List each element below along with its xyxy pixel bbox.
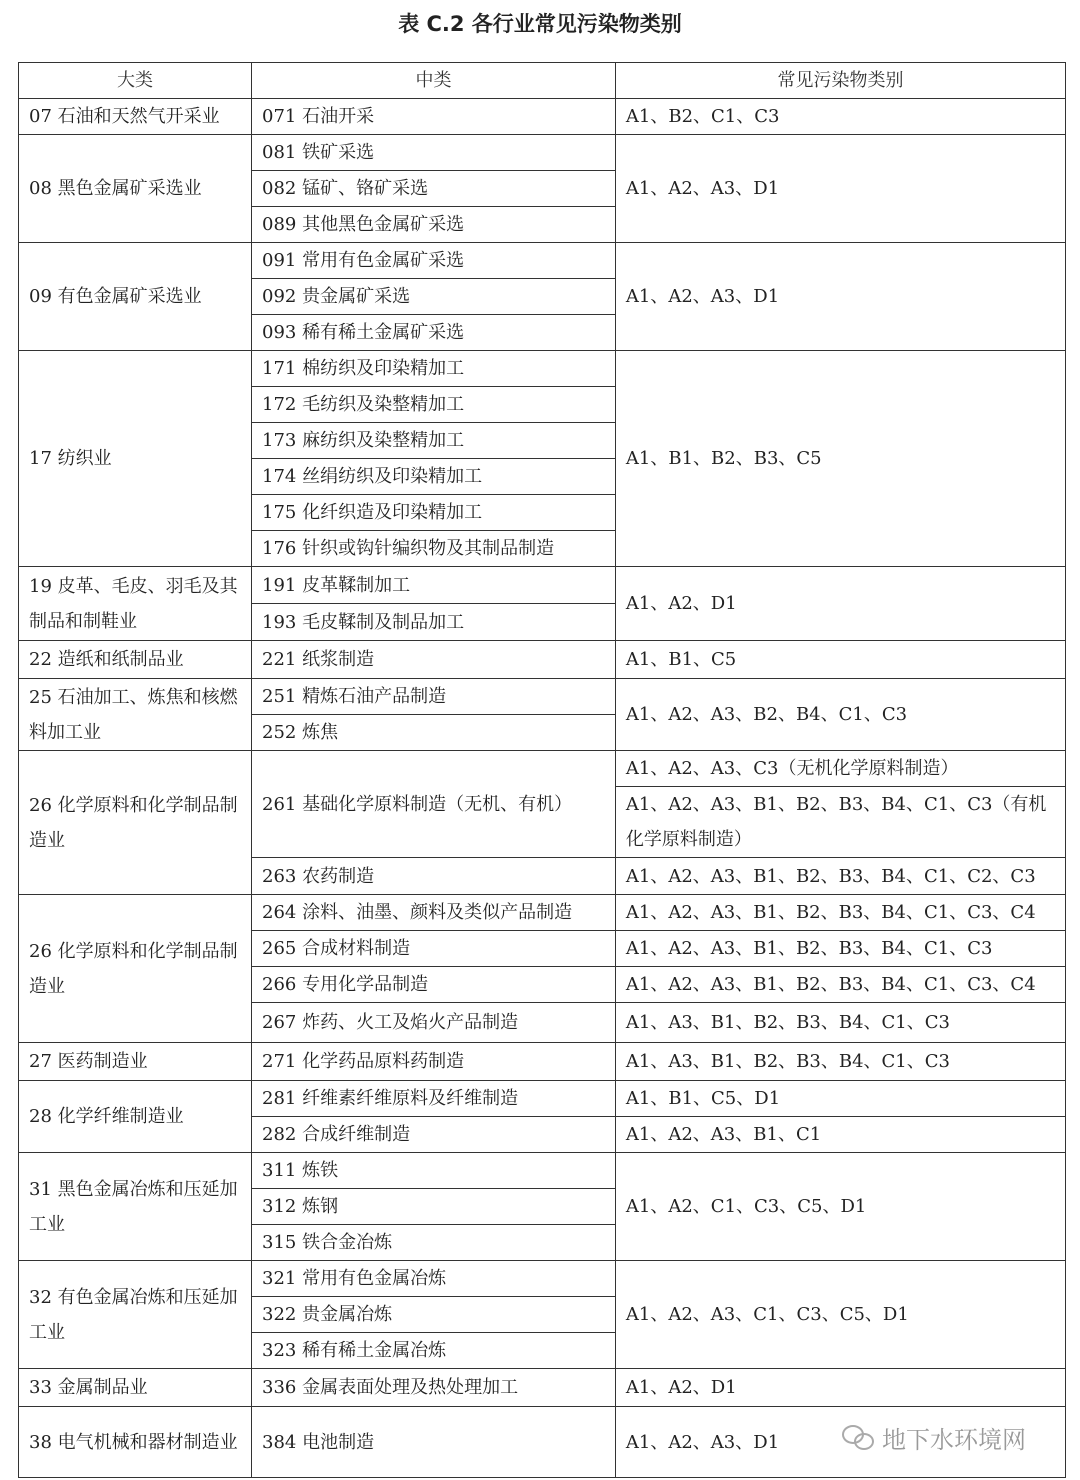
pollutant-category-cell: A1、A2、D1 [615, 1369, 1065, 1407]
middle-category-cell: 323 稀有稀土金属冶炼 [252, 1333, 616, 1369]
middle-category-cell: 321 常用有色金属冶炼 [252, 1261, 616, 1297]
header-major-category: 大类 [19, 63, 252, 99]
watermark-text: 地下水环境网 [882, 1426, 1026, 1454]
pollutant-category-cell: A1、A2、A3、B2、B4、C1、C3 [615, 679, 1065, 751]
middle-category-cell: 266 专用化学品制造 [252, 967, 616, 1003]
middle-category-cell: 193 毛皮鞣制及制品加工 [252, 604, 616, 641]
header-middle-category: 中类 [252, 63, 616, 99]
table-row [19, 679, 1066, 715]
major-category-cell: 33 金属制品业 [19, 1369, 252, 1407]
major-category-cell: 25 石油加工、炼焦和核燃料加工业 [19, 679, 252, 751]
major-category-cell: 32 有色金属冶炼和压延加工业 [19, 1261, 252, 1369]
major-category-cell: 31 黑色金属冶炼和压延加工业 [19, 1153, 252, 1261]
table-row [19, 135, 1066, 171]
middle-category-cell: 171 棉纺织及印染精加工 [252, 351, 616, 387]
major-category-cell: 08 黑色金属矿采选业 [19, 135, 252, 243]
major-category-cell: 07 石油和天然气开采业 [19, 99, 252, 135]
pollutant-category-cell: A1、A3、B1、B2、B3、B4、C1、C3 [615, 1003, 1065, 1043]
pollutant-category-cell: A1、A3、B1、B2、B3、B4、C1、C3 [615, 1043, 1065, 1081]
middle-category-cell: 271 化学药品原料药制造 [252, 1043, 616, 1081]
middle-category-cell: 267 炸药、火工及焰火产品制造 [252, 1003, 616, 1043]
table-row [19, 1369, 1066, 1407]
middle-category-cell: 384 电池制造 [252, 1407, 616, 1478]
middle-category-cell: 312 炼钢 [252, 1189, 616, 1225]
middle-category-cell: 175 化纤织造及印染精加工 [252, 495, 616, 531]
pollutant-category-cell: A1、A2、A3、B1、B2、B3、B4、C1、C3、C4 [615, 895, 1065, 931]
middle-category-cell: 265 合成材料制造 [252, 931, 616, 967]
middle-category-cell: 174 丝绢纺织及印染精加工 [252, 459, 616, 495]
pollutant-category-cell: A1、A2、A3、D1 [615, 243, 1065, 351]
table-row [19, 567, 1066, 604]
table-row [19, 1153, 1066, 1189]
major-category-cell: 26 化学原料和化学制品制造业 [19, 895, 252, 1043]
table-row [19, 1261, 1066, 1297]
middle-category-cell: 322 贵金属冶炼 [252, 1297, 616, 1333]
middle-category-cell: 089 其他黑色金属矿采选 [252, 207, 616, 243]
middle-category-cell: 282 合成纤维制造 [252, 1117, 616, 1153]
table-row [19, 351, 1066, 387]
table-row [19, 1081, 1066, 1117]
pollutant-category-cell: A1、A2、A3、B1、B2、B3、B4、C1、C2、C3 [615, 858, 1065, 895]
pollutant-category-cell: A1、A2、A3、B1、B2、B3、B4、C1、C3 [615, 931, 1065, 967]
middle-category-cell: 176 针织或钩针编织物及其制品制造 [252, 531, 616, 567]
major-category-cell: 09 有色金属矿采选业 [19, 243, 252, 351]
middle-category-cell: 093 稀有稀土金属矿采选 [252, 315, 616, 351]
major-category-cell: 26 化学原料和化学制品制造业 [19, 751, 252, 895]
table-title: 表 C.2 各行业常见污染物类别 [398, 12, 682, 36]
pollutant-category-cell: A1、A2、A3、B1、C1 [615, 1117, 1065, 1153]
pollutant-category-cell: A1、A2、C1、C3、C5、D1 [615, 1153, 1065, 1261]
pollutant-category-table [18, 62, 1066, 1478]
middle-category-cell: 081 铁矿采选 [252, 135, 616, 171]
pollutant-category-cell: A1、B1、C5、D1 [615, 1081, 1065, 1117]
watermark [842, 1420, 1026, 1455]
wechat-icon [842, 1425, 876, 1451]
pollutant-category-cell: A1、A2、A3、D1 [615, 135, 1065, 243]
middle-category-cell: 281 纤维素纤维原料及纤维制造 [252, 1081, 616, 1117]
middle-category-cell: 172 毛纺织及染整精加工 [252, 387, 616, 423]
pollutant-category-cell: A1、B1、B2、B3、C5 [615, 351, 1065, 567]
table-row [19, 1043, 1066, 1081]
middle-category-cell: 336 金属表面处理及热处理加工 [252, 1369, 616, 1407]
pollutant-category-cell: A1、A2、A3、C3（无机化学原料制造） [615, 751, 1065, 787]
table-row [19, 751, 1066, 787]
table-row [19, 99, 1066, 135]
major-category-cell: 38 电气机械和器材制造业 [19, 1407, 252, 1478]
major-category-cell: 27 医药制造业 [19, 1043, 252, 1081]
middle-category-cell: 092 贵金属矿采选 [252, 279, 616, 315]
middle-category-cell: 263 农药制造 [252, 858, 616, 895]
middle-category-cell: 264 涂料、油墨、颜料及类似产品制造 [252, 895, 616, 931]
pollutant-category-cell: A1、B2、C1、C3 [615, 99, 1065, 135]
middle-category-cell: 221 纸浆制造 [252, 641, 616, 679]
pollutant-category-cell: A1、B1、C5 [615, 641, 1065, 679]
table-header-row [19, 63, 1066, 99]
middle-category-cell: 311 炼铁 [252, 1153, 616, 1189]
middle-category-cell: 252 炼焦 [252, 715, 616, 751]
middle-category-cell: 251 精炼石油产品制造 [252, 679, 616, 715]
middle-category-cell: 261 基础化学原料制造（无机、有机） [252, 751, 616, 858]
pollutant-category-cell: A1、A2、A3、C1、C3、C5、D1 [615, 1261, 1065, 1369]
major-category-cell: 28 化学纤维制造业 [19, 1081, 252, 1153]
middle-category-cell: 191 皮革鞣制加工 [252, 567, 616, 604]
table-row [19, 895, 1066, 931]
table-row [19, 243, 1066, 279]
middle-category-cell: 173 麻纺织及染整精加工 [252, 423, 616, 459]
header-pollutant-category: 常见污染物类别 [615, 63, 1065, 99]
pollutant-category-cell: A1、A2、A3、D1 [615, 1407, 1065, 1478]
pollutant-category-cell: A1、A2、D1 [615, 567, 1065, 641]
table-row [19, 641, 1066, 679]
middle-category-cell: 315 铁合金冶炼 [252, 1225, 616, 1261]
pollutant-category-cell: A1、A2、A3、B1、B2、B3、B4、C1、C3、C4 [615, 967, 1065, 1003]
major-category-cell: 19 皮革、毛皮、羽毛及其制品和制鞋业 [19, 567, 252, 641]
middle-category-cell: 091 常用有色金属矿采选 [252, 243, 616, 279]
major-category-cell: 17 纺织业 [19, 351, 252, 567]
major-category-cell: 22 造纸和纸制品业 [19, 641, 252, 679]
middle-category-cell: 071 石油开采 [252, 99, 616, 135]
middle-category-cell: 082 锰矿、铬矿采选 [252, 171, 616, 207]
pollutant-category-cell: A1、A2、A3、B1、B2、B3、B4、C1、C3（有机化学原料制造） [615, 787, 1065, 858]
